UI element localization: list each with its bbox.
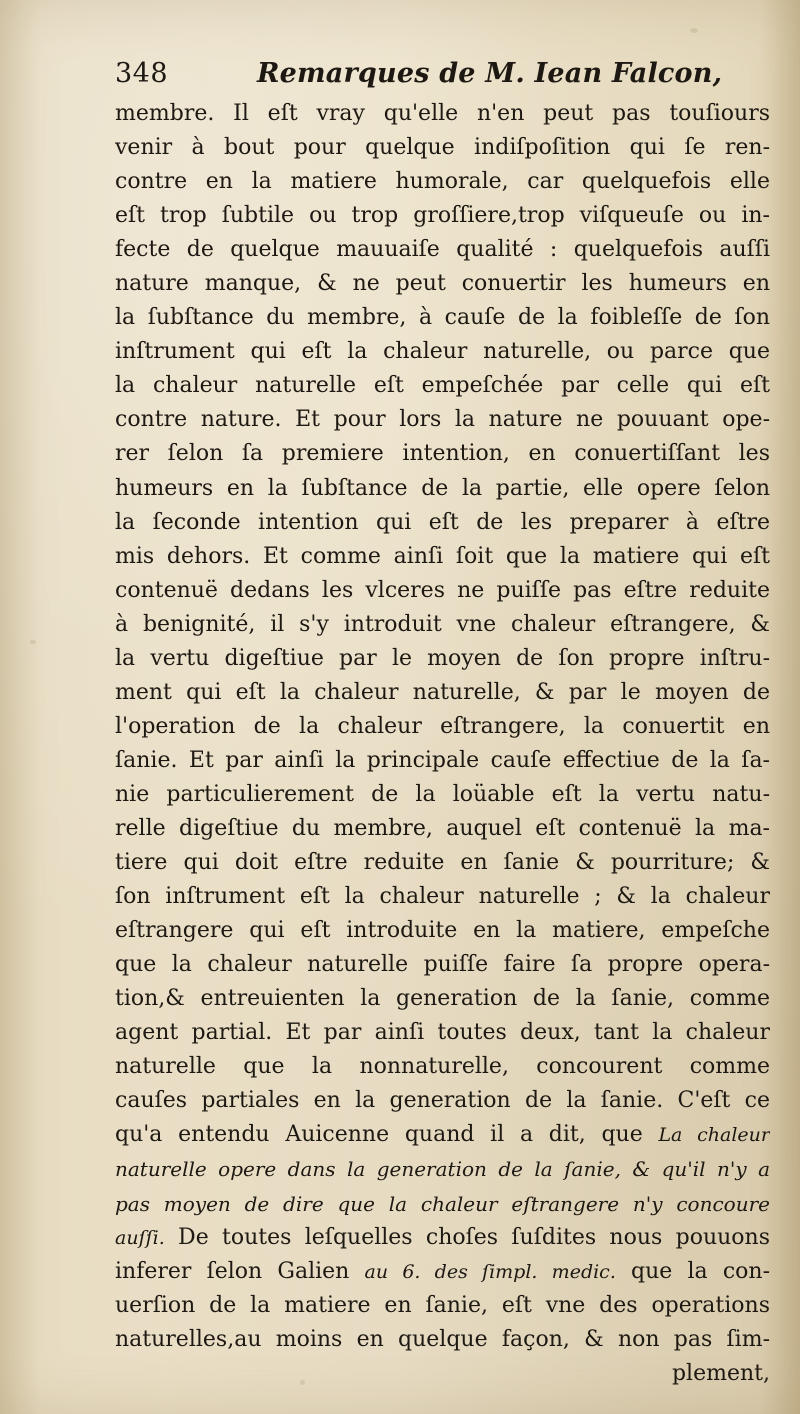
text-line: contenuë dedans les vlceres ne puiſſe pas eſtre reduite [115,577,770,603]
text-line [115,1255,770,1289]
text-line: naturelles,au moins en quelque façon, & non pas ſim- [115,1326,770,1352]
text-run: inferer ſelon Galien [115,1258,365,1284]
text-line [115,1221,770,1255]
text-line: mis dehors. Et comme ainſi ſoit que la matiere qui eſt [115,543,770,569]
text-line: à benignité, il s'y introduit vne chaleur eſtrangere, & [115,611,770,637]
text-line: inſtrument qui eſt la chaleur naturelle, ou parce que [115,339,770,365]
text-line: contre nature. Et pour lors la nature ne pouuant ope- [115,407,770,433]
text-line: venir à bout pour quelque indiſpoſition qui ſe ren- [115,135,770,161]
text-line: contre en la matiere humorale, car quelquefois elle [115,169,770,195]
italic-quote: La chaleur [658,1124,770,1147]
text-line: tiere qui doit eſtre reduite en ſanie & pourriture; & [115,850,770,876]
running-title: Remarques de M. Iean Falcon, [257,58,723,89]
text-line: humeurs en la ſubſtance de la partie, elle opere ſelon [115,475,770,501]
text-line: membre. Il eſt vray qu'elle n'en peut pas touſiours [115,101,770,126]
text-line: la ſeconde intention qui eſt de les preparer à eſtre [115,509,770,535]
text-line: que la chaleur naturelle puiſſe faire ſa propre opera- [115,952,770,978]
page-number: 348 [115,58,169,89]
text-run: qu'a entendu Auicenne quand il a dit, que [115,1122,659,1148]
text-line: fecte de quelque mauuaiſe qualité : quelquefois auſſi [115,237,770,263]
text-line: la ſubſtance du membre, à cauſe de la foibleſſe de ſon [115,305,770,331]
text-line [115,1118,770,1152]
text-line: ment qui eſt la chaleur naturelle, & par le moyen de [115,679,770,705]
ink-speck [30,640,36,644]
ink-speck [690,28,698,33]
text-line: l'operation de la chaleur eſtrangere, la conuertit en [115,713,770,739]
text-line: ſanie. Et par ainſi la principale cauſe effectiue de la ſa- [115,747,770,773]
text-line: eſtrangere qui eſt introduite en la matiere, empeſche [115,918,770,944]
text-line: relle digeſtiue du membre, auquel eſt contenuë la ma- [115,815,770,841]
text-line: nature manque, & ne peut conuertir les humeurs en [115,271,770,297]
text-line: la chaleur naturelle eſt empeſchée par celle qui eſt [115,373,770,399]
italic-quote: auſſi. [115,1226,165,1249]
page-header [115,54,760,98]
text-line: ſon inſtrument eſt la chaleur naturelle ; & la chaleur [115,884,770,910]
text-run: De toutes leſquelles choſes ſuſdites nous pouuons [164,1224,770,1250]
italic-quote-line: pas moyen de dire que la chaleur eſtrangere n'y concoure [115,1191,770,1216]
catchword: plement, [671,1360,770,1386]
body-text [115,97,770,1391]
text-line: rer ſelon ſa premiere intention, en conuertiſſant les [115,441,770,467]
text-line: tion,& entreuienten la generation de la ſanie, comme [115,986,770,1012]
text-line: la vertu digeſtiue par le moyen de ſon propre inſtru- [115,645,770,671]
text-line: eſt trop ſubtile ou trop groſſiere,trop viſqueuſe ou in- [115,203,770,229]
italic-quote-line: naturelle opere dans la generation de la ſanie, & qu'il n'y a [115,1157,770,1182]
text-run: que la con- [615,1258,770,1284]
text-line: cauſes partiales en la generation de la ſanie. C'eſt ce [115,1088,770,1114]
text-line: agent partial. Et par ainſi toutes deux, tant la chaleur [115,1020,770,1046]
citation: au 6. des ſimpl. medic. [364,1260,616,1283]
text-line: nie particulierement de la loüable eſt la vertu natu- [115,781,770,807]
text-line: uerſion de la matiere en ſanie, eſt vne des operations [115,1292,770,1318]
text-line: naturelle que la nonnaturelle, concourent comme [115,1054,770,1080]
